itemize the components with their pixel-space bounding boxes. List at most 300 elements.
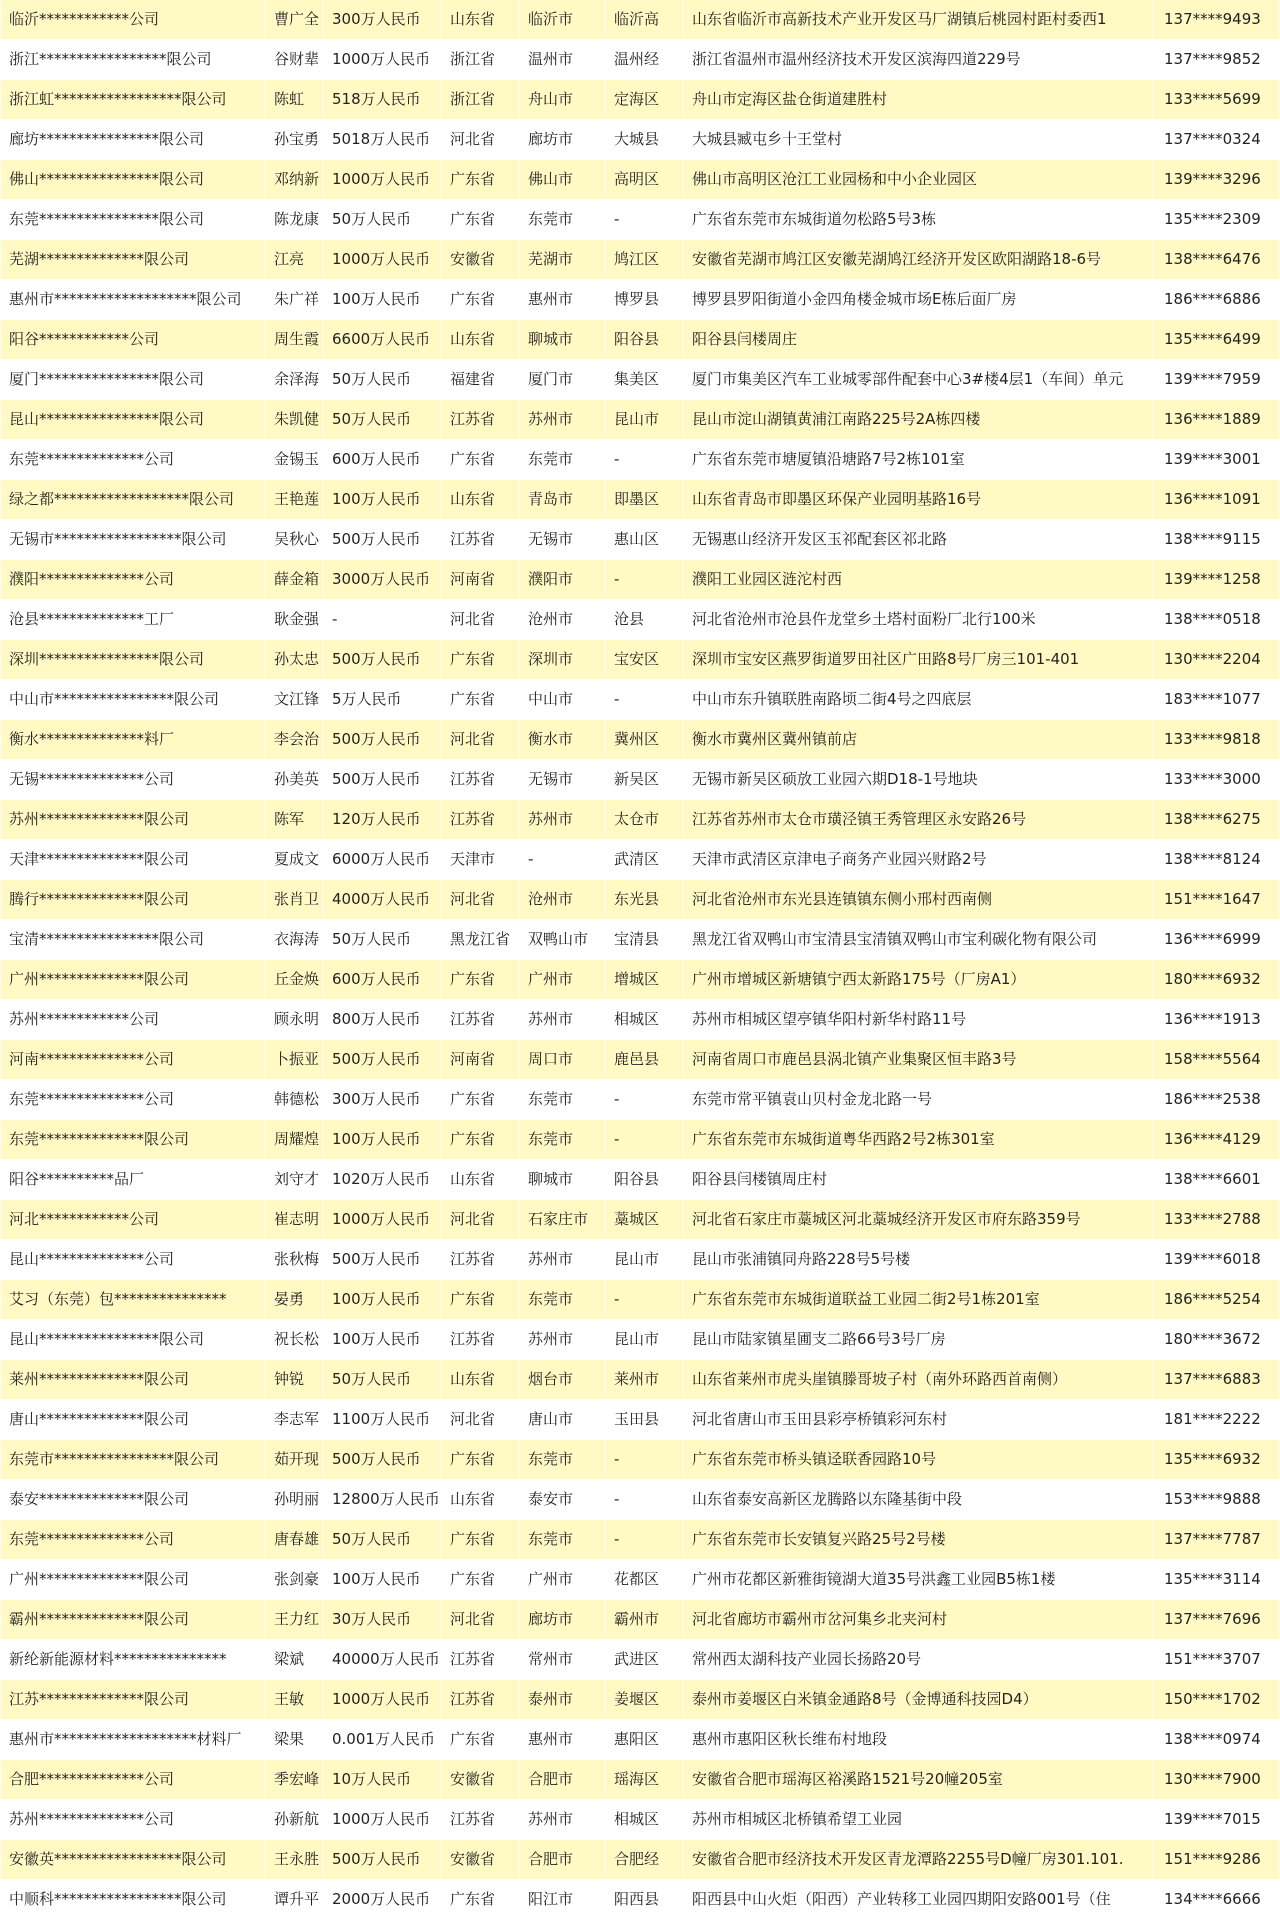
province-cell: 山东省 — [442, 1480, 520, 1520]
registered-capital-cell: 50万人民币 — [324, 1360, 442, 1400]
address-cell: 衡水市冀州区冀州镇前店 — [684, 720, 1154, 760]
table-row — [0, 160, 1280, 200]
table-row — [0, 1080, 1280, 1120]
city-cell: 烟台市 — [520, 1360, 606, 1400]
table-row — [0, 480, 1280, 520]
company-name-cell: 莱州**************限公司 — [0, 1360, 266, 1400]
table-row — [0, 1240, 1280, 1280]
province-cell: 河北省 — [442, 600, 520, 640]
phone-cell: 133****5699 — [1154, 80, 1280, 120]
phone-cell: 186****5254 — [1154, 1280, 1280, 1320]
city-cell: 石家庄市 — [520, 1200, 606, 1240]
company-name-cell: 宝清****************限公司 — [0, 920, 266, 960]
legal-rep-cell: 季宏峰 — [266, 1760, 324, 1800]
company-name-cell: 泰安**************限公司 — [0, 1480, 266, 1520]
company-name-cell: 绿之都******************限公司 — [0, 480, 266, 520]
district-cell: 太仓市 — [606, 800, 684, 840]
district-cell: - — [606, 1520, 684, 1560]
city-cell: 广州市 — [520, 1560, 606, 1600]
company-name-cell: 中顺科*****************限公司 — [0, 1880, 266, 1920]
address-cell: 博罗县罗阳街道小金四角楼金城市场E栋后面厂房 — [684, 280, 1154, 320]
address-cell: 大城县臧屯乡十王堂村 — [684, 120, 1154, 160]
table-row — [0, 1320, 1280, 1360]
company-name-cell: 安徽英*****************限公司 — [0, 1840, 266, 1880]
district-cell: 新吴区 — [606, 760, 684, 800]
legal-rep-cell: 茹开现 — [266, 1440, 324, 1480]
province-cell: 天津市 — [442, 840, 520, 880]
registered-capital-cell: 100万人民币 — [324, 1280, 442, 1320]
province-cell: 广东省 — [442, 1120, 520, 1160]
address-cell: 广东省东莞市东城街道联益工业园二街2号1栋201室 — [684, 1280, 1154, 1320]
registered-capital-cell: 300万人民币 — [324, 1080, 442, 1120]
table-row — [0, 1640, 1280, 1680]
table-row — [0, 640, 1280, 680]
district-cell: 阳谷县 — [606, 1160, 684, 1200]
table-row — [0, 320, 1280, 360]
registered-capital-cell: 500万人民币 — [324, 720, 442, 760]
registered-capital-cell: 6600万人民币 — [324, 320, 442, 360]
city-cell: 广州市 — [520, 960, 606, 1000]
district-cell: 阳西县 — [606, 1880, 684, 1920]
address-cell: 广东省东莞市东城街道粤华西路2号2栋301室 — [684, 1120, 1154, 1160]
city-cell: 舟山市 — [520, 80, 606, 120]
address-cell: 黑龙江省双鸭山市宝清县宝清镇双鸭山市宝利碳化物有限公司 — [684, 920, 1154, 960]
legal-rep-cell: 王敏 — [266, 1680, 324, 1720]
address-cell: 山东省泰安高新区龙腾路以东隆基街中段 — [684, 1480, 1154, 1520]
table-row — [0, 360, 1280, 400]
address-cell: 安徽省合肥市瑶海区裕溪路1521号20幢205室 — [684, 1760, 1154, 1800]
phone-cell: 153****9888 — [1154, 1480, 1280, 1520]
district-cell: 定海区 — [606, 80, 684, 120]
legal-rep-cell: 谭升平 — [266, 1880, 324, 1920]
phone-cell: 133****3000 — [1154, 760, 1280, 800]
legal-rep-cell: 卜振亚 — [266, 1040, 324, 1080]
city-cell: 衡水市 — [520, 720, 606, 760]
company-name-cell: 广州**************限公司 — [0, 960, 266, 1000]
city-cell: 无锡市 — [520, 520, 606, 560]
province-cell: 安徽省 — [442, 1840, 520, 1880]
phone-cell: 135****6499 — [1154, 320, 1280, 360]
registered-capital-cell: 1020万人民币 — [324, 1160, 442, 1200]
registered-capital-cell: 5018万人民币 — [324, 120, 442, 160]
phone-cell: 130****2204 — [1154, 640, 1280, 680]
district-cell: 临沂高 — [606, 0, 684, 40]
phone-cell: 135****2309 — [1154, 200, 1280, 240]
province-cell: 广东省 — [442, 1440, 520, 1480]
phone-cell: 133****9818 — [1154, 720, 1280, 760]
phone-cell: 151****3707 — [1154, 1640, 1280, 1680]
legal-rep-cell: 曹广全 — [266, 0, 324, 40]
address-cell: 苏州市相城区望亭镇华阳村新华村路11号 — [684, 1000, 1154, 1040]
province-cell: 广东省 — [442, 1520, 520, 1560]
phone-cell: 136****1913 — [1154, 1000, 1280, 1040]
province-cell: 山东省 — [442, 0, 520, 40]
city-cell: 唐山市 — [520, 1400, 606, 1440]
city-cell: 聊城市 — [520, 320, 606, 360]
phone-cell: 138****0974 — [1154, 1720, 1280, 1760]
city-cell: 东莞市 — [520, 1080, 606, 1120]
table-row — [0, 80, 1280, 120]
table-row — [0, 880, 1280, 920]
phone-cell: 138****6601 — [1154, 1160, 1280, 1200]
phone-cell: 139****7015 — [1154, 1800, 1280, 1840]
phone-cell: 139****3001 — [1154, 440, 1280, 480]
legal-rep-cell: 谷财辈 — [266, 40, 324, 80]
legal-rep-cell: 陈虹 — [266, 80, 324, 120]
table-row — [0, 1760, 1280, 1800]
legal-rep-cell: 孙太忠 — [266, 640, 324, 680]
province-cell: 河北省 — [442, 720, 520, 760]
city-cell: 苏州市 — [520, 1320, 606, 1360]
phone-cell: 130****7900 — [1154, 1760, 1280, 1800]
table-row — [0, 0, 1280, 40]
company-name-cell: 艾习（东莞）包*************** — [0, 1280, 266, 1320]
registered-capital-cell: 1000万人民币 — [324, 40, 442, 80]
registered-capital-cell: 100万人民币 — [324, 1320, 442, 1360]
registered-capital-cell: - — [324, 600, 442, 640]
district-cell: 宝清县 — [606, 920, 684, 960]
province-cell: 广东省 — [442, 1280, 520, 1320]
legal-rep-cell: 薛金箱 — [266, 560, 324, 600]
province-cell: 广东省 — [442, 200, 520, 240]
province-cell: 安徽省 — [442, 240, 520, 280]
address-cell: 佛山市高明区沧江工业园杨和中小企业园区 — [684, 160, 1154, 200]
table-row — [0, 840, 1280, 880]
table-row — [0, 520, 1280, 560]
city-cell: 阳江市 — [520, 1880, 606, 1920]
company-name-cell: 东莞**************公司 — [0, 1520, 266, 1560]
address-cell: 苏州市相城区北桥镇希望工业园 — [684, 1800, 1154, 1840]
city-cell: 东莞市 — [520, 1280, 606, 1320]
province-cell: 广东省 — [442, 160, 520, 200]
company-name-cell: 腾行**************限公司 — [0, 880, 266, 920]
city-cell: 合肥市 — [520, 1840, 606, 1880]
table-row — [0, 1600, 1280, 1640]
address-cell: 河北省唐山市玉田县彩亭桥镇彩河东村 — [684, 1400, 1154, 1440]
legal-rep-cell: 李会治 — [266, 720, 324, 760]
legal-rep-cell: 朱广祥 — [266, 280, 324, 320]
district-cell: 惠阳区 — [606, 1720, 684, 1760]
address-cell: 舟山市定海区盐仓街道建胜村 — [684, 80, 1154, 120]
district-cell: 合肥经 — [606, 1840, 684, 1880]
table-row — [0, 1040, 1280, 1080]
address-cell: 山东省临沂市高新技术产业开发区马厂湖镇后桃园村距村委西1 — [684, 0, 1154, 40]
phone-cell: 137****6883 — [1154, 1360, 1280, 1400]
registered-capital-cell: 120万人民币 — [324, 800, 442, 840]
address-cell: 惠州市惠阳区秋长维布村地段 — [684, 1720, 1154, 1760]
company-name-cell: 廊坊****************限公司 — [0, 120, 266, 160]
city-cell: 常州市 — [520, 1640, 606, 1680]
legal-rep-cell: 王永胜 — [266, 1840, 324, 1880]
legal-rep-cell: 刘守才 — [266, 1160, 324, 1200]
legal-rep-cell: 孙明丽 — [266, 1480, 324, 1520]
legal-rep-cell: 王艳莲 — [266, 480, 324, 520]
district-cell: 冀州区 — [606, 720, 684, 760]
table-row — [0, 280, 1280, 320]
registered-capital-cell: 1100万人民币 — [324, 1400, 442, 1440]
registered-capital-cell: 1000万人民币 — [324, 1800, 442, 1840]
table-row — [0, 240, 1280, 280]
table-row — [0, 600, 1280, 640]
registered-capital-cell: 50万人民币 — [324, 920, 442, 960]
legal-rep-cell: 夏成文 — [266, 840, 324, 880]
company-name-cell: 沧县**************工厂 — [0, 600, 266, 640]
company-name-cell: 天津**************限公司 — [0, 840, 266, 880]
district-cell: 瑶海区 — [606, 1760, 684, 1800]
address-cell: 河南省周口市鹿邑县涡北镇产业集聚区恒丰路3号 — [684, 1040, 1154, 1080]
registered-capital-cell: 1000万人民币 — [324, 160, 442, 200]
province-cell: 山东省 — [442, 1160, 520, 1200]
province-cell: 江苏省 — [442, 1000, 520, 1040]
table-row — [0, 1520, 1280, 1560]
phone-cell: 136****1889 — [1154, 400, 1280, 440]
city-cell: 东莞市 — [520, 440, 606, 480]
table-row — [0, 400, 1280, 440]
company-name-cell: 浙江*****************限公司 — [0, 40, 266, 80]
registered-capital-cell: 500万人民币 — [324, 1440, 442, 1480]
district-cell: - — [606, 680, 684, 720]
city-cell: 佛山市 — [520, 160, 606, 200]
phone-cell: 138****0518 — [1154, 600, 1280, 640]
company-name-cell: 无锡市*****************限公司 — [0, 520, 266, 560]
province-cell: 山东省 — [442, 1360, 520, 1400]
phone-cell: 139****1258 — [1154, 560, 1280, 600]
phone-cell: 137****0324 — [1154, 120, 1280, 160]
registered-capital-cell: 3000万人民币 — [324, 560, 442, 600]
district-cell: 宝安区 — [606, 640, 684, 680]
company-name-cell: 河南**************公司 — [0, 1040, 266, 1080]
company-name-cell: 阳谷**********品厂 — [0, 1160, 266, 1200]
address-cell: 广州市增城区新塘镇宁西太新路175号（厂房A1） — [684, 960, 1154, 1000]
table-row — [0, 1200, 1280, 1240]
province-cell: 河北省 — [442, 1600, 520, 1640]
table-row — [0, 40, 1280, 80]
legal-rep-cell: 周生霞 — [266, 320, 324, 360]
legal-rep-cell: 江亮 — [266, 240, 324, 280]
table-row — [0, 1880, 1280, 1920]
address-cell: 山东省莱州市虎头崖镇滕哥坡子村（南外环路西首南侧） — [684, 1360, 1154, 1400]
table-row — [0, 1400, 1280, 1440]
legal-rep-cell: 朱凯健 — [266, 400, 324, 440]
company-name-cell: 中山市****************限公司 — [0, 680, 266, 720]
district-cell: - — [606, 200, 684, 240]
city-cell: 厦门市 — [520, 360, 606, 400]
company-name-cell: 合肥**************公司 — [0, 1760, 266, 1800]
company-name-cell: 东莞**************公司 — [0, 440, 266, 480]
table-row — [0, 1160, 1280, 1200]
province-cell: 河南省 — [442, 560, 520, 600]
address-cell: 广东省东莞市长安镇复兴路25号2号楼 — [684, 1520, 1154, 1560]
district-cell: 花都区 — [606, 1560, 684, 1600]
table-row — [0, 1480, 1280, 1520]
province-cell: 浙江省 — [442, 40, 520, 80]
registered-capital-cell: 1000万人民币 — [324, 1200, 442, 1240]
city-cell: 苏州市 — [520, 400, 606, 440]
table-row — [0, 1000, 1280, 1040]
province-cell: 安徽省 — [442, 1760, 520, 1800]
address-cell: 浙江省温州市温州经济技术开发区滨海四道229号 — [684, 40, 1154, 80]
company-name-cell: 东莞市****************限公司 — [0, 1440, 266, 1480]
province-cell: 福建省 — [442, 360, 520, 400]
legal-rep-cell: 顾永明 — [266, 1000, 324, 1040]
address-cell: 河北省沧州市沧县仵龙堂乡土塔村面粉厂北行100米 — [684, 600, 1154, 640]
table-row — [0, 1840, 1280, 1880]
province-cell: 江苏省 — [442, 1640, 520, 1680]
registered-capital-cell: 500万人民币 — [324, 1240, 442, 1280]
company-name-cell: 东莞****************限公司 — [0, 200, 266, 240]
city-cell: 濮阳市 — [520, 560, 606, 600]
province-cell: 黑龙江省 — [442, 920, 520, 960]
registered-capital-cell: 2000万人民币 — [324, 1880, 442, 1920]
phone-cell: 139****6018 — [1154, 1240, 1280, 1280]
address-cell: 阳谷县闫楼镇周庄村 — [684, 1160, 1154, 1200]
province-cell: 广东省 — [442, 1560, 520, 1600]
district-cell: 高明区 — [606, 160, 684, 200]
registered-capital-cell: 518万人民币 — [324, 80, 442, 120]
registered-capital-cell: 300万人民币 — [324, 0, 442, 40]
company-name-cell: 河北************公司 — [0, 1200, 266, 1240]
phone-cell: 138****9115 — [1154, 520, 1280, 560]
city-cell: 周口市 — [520, 1040, 606, 1080]
city-cell: 苏州市 — [520, 1000, 606, 1040]
phone-cell: 158****5564 — [1154, 1040, 1280, 1080]
legal-rep-cell: 耿金强 — [266, 600, 324, 640]
city-cell: 温州市 — [520, 40, 606, 80]
registered-capital-cell: 0.001万人民币 — [324, 1720, 442, 1760]
registered-capital-cell: 500万人民币 — [324, 520, 442, 560]
company-name-cell: 濮阳**************公司 — [0, 560, 266, 600]
phone-cell: 180****6932 — [1154, 960, 1280, 1000]
city-cell: 合肥市 — [520, 1760, 606, 1800]
table-row — [0, 1680, 1280, 1720]
registered-capital-cell: 50万人民币 — [324, 200, 442, 240]
address-cell: 山东省青岛市即墨区环保产业园明基路16号 — [684, 480, 1154, 520]
address-cell: 江苏省苏州市太仓市璜泾镇王秀管理区永安路26号 — [684, 800, 1154, 840]
registered-capital-cell: 600万人民币 — [324, 960, 442, 1000]
district-cell: 武进区 — [606, 1640, 684, 1680]
province-cell: 江苏省 — [442, 1680, 520, 1720]
registered-capital-cell: 5万人民币 — [324, 680, 442, 720]
registered-capital-cell: 100万人民币 — [324, 280, 442, 320]
city-cell: 廊坊市 — [520, 120, 606, 160]
legal-rep-cell: 祝长松 — [266, 1320, 324, 1360]
legal-rep-cell: 崔志明 — [266, 1200, 324, 1240]
district-cell: - — [606, 1080, 684, 1120]
company-name-cell: 苏州**************公司 — [0, 1800, 266, 1840]
table-row — [0, 1280, 1280, 1320]
district-cell: 沧县 — [606, 600, 684, 640]
table-row — [0, 920, 1280, 960]
registered-capital-cell: 6000万人民币 — [324, 840, 442, 880]
district-cell: 大城县 — [606, 120, 684, 160]
phone-cell: 181****2222 — [1154, 1400, 1280, 1440]
city-cell: - — [520, 840, 606, 880]
address-cell: 泰州市姜堰区白米镇金通路8号（金博通科技园D4） — [684, 1680, 1154, 1720]
address-cell: 广东省东莞市塘厦镇沿塘路7号2栋101室 — [684, 440, 1154, 480]
company-name-cell: 昆山**************公司 — [0, 1240, 266, 1280]
district-cell: - — [606, 560, 684, 600]
legal-rep-cell: 孙新航 — [266, 1800, 324, 1840]
province-cell: 河北省 — [442, 1200, 520, 1240]
province-cell: 江苏省 — [442, 400, 520, 440]
registered-capital-cell: 500万人民币 — [324, 760, 442, 800]
company-name-cell: 东莞**************限公司 — [0, 1120, 266, 1160]
city-cell: 廊坊市 — [520, 1600, 606, 1640]
address-cell: 河北省沧州市东光县连镇镇东侧小邢村西南侧 — [684, 880, 1154, 920]
province-cell: 广东省 — [442, 680, 520, 720]
registered-capital-cell: 50万人民币 — [324, 1520, 442, 1560]
city-cell: 聊城市 — [520, 1160, 606, 1200]
address-cell: 无锡惠山经济开发区玉祁配套区祁北路 — [684, 520, 1154, 560]
registered-capital-cell: 50万人民币 — [324, 400, 442, 440]
district-cell: - — [606, 1120, 684, 1160]
province-cell: 河北省 — [442, 1400, 520, 1440]
registered-capital-cell: 100万人民币 — [324, 1120, 442, 1160]
table-row — [0, 960, 1280, 1000]
table-row — [0, 200, 1280, 240]
phone-cell: 138****6476 — [1154, 240, 1280, 280]
city-cell: 东莞市 — [520, 1120, 606, 1160]
city-cell: 临沂市 — [520, 0, 606, 40]
district-cell: 鸠江区 — [606, 240, 684, 280]
address-cell: 安徽省合肥市经济技术开发区青龙潭路2255号D幢厂房301.101. — [684, 1840, 1154, 1880]
city-cell: 苏州市 — [520, 1240, 606, 1280]
phone-cell: 136****6999 — [1154, 920, 1280, 960]
district-cell: 集美区 — [606, 360, 684, 400]
district-cell: 昆山市 — [606, 400, 684, 440]
registered-capital-cell: 600万人民币 — [324, 440, 442, 480]
district-cell: 温州经 — [606, 40, 684, 80]
registered-capital-cell: 40000万人民币 — [324, 1640, 442, 1680]
district-cell: 武清区 — [606, 840, 684, 880]
city-cell: 沧州市 — [520, 880, 606, 920]
registered-capital-cell: 4000万人民币 — [324, 880, 442, 920]
phone-cell: 150****1702 — [1154, 1680, 1280, 1720]
legal-rep-cell: 邓纳新 — [266, 160, 324, 200]
phone-cell: 186****6886 — [1154, 280, 1280, 320]
legal-rep-cell: 钟锐 — [266, 1360, 324, 1400]
legal-rep-cell: 陈龙康 — [266, 200, 324, 240]
table-row — [0, 440, 1280, 480]
legal-rep-cell: 文江锋 — [266, 680, 324, 720]
table-row — [0, 1560, 1280, 1600]
phone-cell: 180****3672 — [1154, 1320, 1280, 1360]
phone-cell: 151****9286 — [1154, 1840, 1280, 1880]
phone-cell: 137****9852 — [1154, 40, 1280, 80]
city-cell: 双鸭山市 — [520, 920, 606, 960]
registered-capital-cell: 50万人民币 — [324, 360, 442, 400]
registered-capital-cell: 1000万人民币 — [324, 1680, 442, 1720]
city-cell: 无锡市 — [520, 760, 606, 800]
legal-rep-cell: 丘金焕 — [266, 960, 324, 1000]
province-cell: 广东省 — [442, 440, 520, 480]
district-cell: 莱州市 — [606, 1360, 684, 1400]
city-cell: 苏州市 — [520, 1800, 606, 1840]
city-cell: 泰州市 — [520, 1680, 606, 1720]
address-cell: 广东省东莞市东城街道勿松路5号3栋 — [684, 200, 1154, 240]
province-cell: 江苏省 — [442, 1800, 520, 1840]
company-name-cell: 唐山**************限公司 — [0, 1400, 266, 1440]
phone-cell: 137****7787 — [1154, 1520, 1280, 1560]
registered-capital-cell: 30万人民币 — [324, 1600, 442, 1640]
legal-rep-cell: 张剑豪 — [266, 1560, 324, 1600]
legal-rep-cell: 金锡玉 — [266, 440, 324, 480]
company-name-cell: 江苏**************限公司 — [0, 1680, 266, 1720]
district-cell: 昆山市 — [606, 1320, 684, 1360]
district-cell: 增城区 — [606, 960, 684, 1000]
registered-capital-cell: 100万人民币 — [324, 1560, 442, 1600]
district-cell: 相城区 — [606, 1000, 684, 1040]
